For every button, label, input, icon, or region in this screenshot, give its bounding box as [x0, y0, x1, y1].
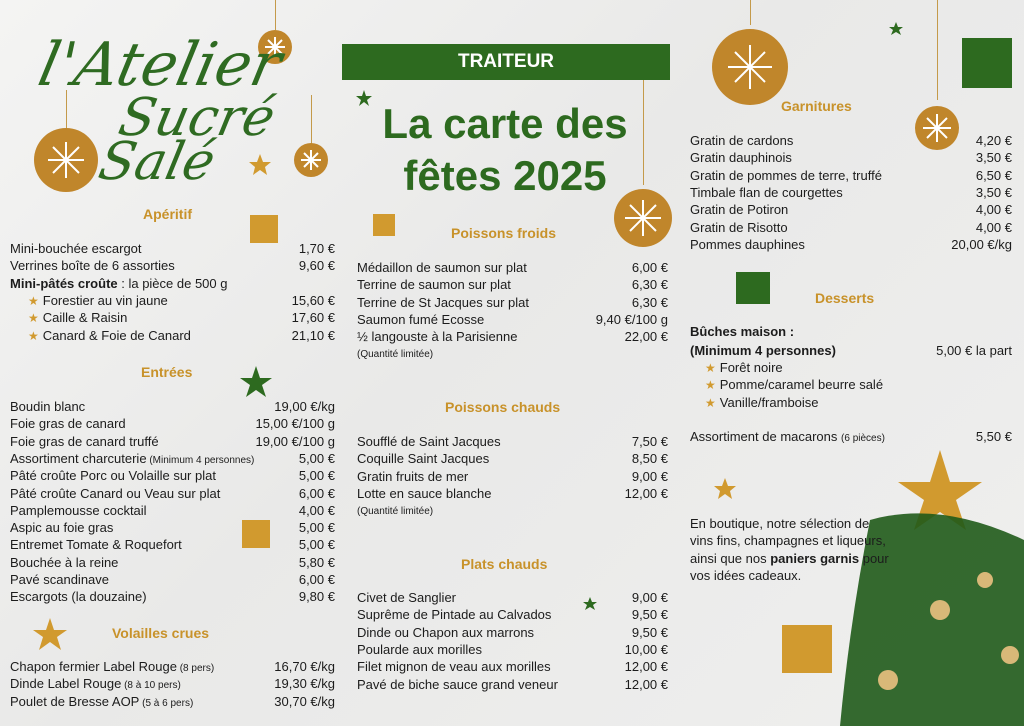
star-icon: ★: [28, 328, 39, 343]
item-price: 19,00 €/100 g: [255, 433, 335, 449]
item-price: 20,00 €/kg: [951, 236, 1012, 252]
item-name: ★ Forêt noire: [705, 360, 783, 375]
item-price: 5,00 €: [298, 537, 335, 553]
item-name: Gratin de Potiron: [690, 202, 789, 218]
macarons-price: 5,50 €: [975, 429, 1012, 444]
item-name: Gratin de Risotto: [690, 219, 788, 235]
item-name: Timbale flan de courgettes: [690, 184, 843, 200]
boutique-text1: En boutique, notre sélection de vins fins, champagnes et liqueurs, ainsi que nos: [690, 516, 886, 566]
item-price: 6,30 €: [631, 294, 668, 310]
item-name: Assortiment charcuterie (Minimum 4 personnes): [10, 450, 255, 466]
item-name: Bouchée à la reine: [10, 554, 119, 570]
item-name: Pâté croûte Canard ou Veau sur plat: [10, 485, 221, 501]
item-name: ★ Pomme/caramel beurre salé: [705, 377, 884, 393]
mini-pates-suffix: : la pièce de 500 g: [117, 276, 228, 291]
item-price: 4,00 €: [298, 502, 335, 518]
star-icon: ★: [705, 395, 716, 410]
item-name: Dinde ou Chapon aux marrons: [357, 624, 535, 640]
logo: [30, 30, 315, 190]
item-price: 16,70 €/kg: [274, 659, 335, 674]
page-title: [345, 98, 665, 202]
item-price: 10,00 €: [624, 641, 668, 657]
item-name: ★ Vanille/framboise: [705, 394, 819, 410]
item-price: 6,00 €: [298, 485, 335, 501]
logo-line2: Sucré: [113, 88, 281, 148]
item-price: 6,00 €: [298, 572, 335, 587]
section-aperitif-title: Apéritif: [143, 206, 192, 222]
item-name: Poularde aux morilles: [357, 641, 483, 657]
item-price: 6,00 €: [631, 260, 668, 275]
item-price: 5,00 €: [298, 520, 335, 536]
traiteur-banner: TRAITEUR: [342, 44, 670, 80]
item-price: 15,60 €: [291, 293, 335, 308]
item-name: ★ Caille & Raisin: [28, 310, 128, 326]
title-line1: La carte des: [382, 100, 628, 147]
boutique-text2: pour vos idées cadeaux.: [690, 550, 889, 583]
item-name: Terrine de St Jacques sur plat: [357, 294, 529, 310]
item-name: Suprême de Pintade au Calvados: [357, 607, 552, 623]
item-name: Gratin dauphinois: [690, 150, 792, 166]
item-name: Poulet de Bresse AOP (5 à 6 pers): [10, 693, 194, 709]
section-volailles-title: Volailles crues: [112, 625, 210, 641]
logo-line3: Salé: [93, 132, 221, 192]
boutique-note: [690, 515, 890, 584]
item-price: 5,00 €: [298, 468, 335, 484]
item-name: Filet mignon de veau aux morilles: [357, 659, 551, 675]
item-price: 9,50 €: [631, 607, 668, 623]
section-entrees-title: Entrées: [141, 364, 193, 380]
item-name: ★ Forestier au vin jaune: [28, 293, 168, 308]
item-name: Foie gras de canard truffé: [10, 433, 159, 449]
item-price: 3,50 €: [975, 184, 1012, 200]
item-price: 19,30 €/kg: [274, 676, 335, 692]
item-name: Aspic au foie gras: [10, 520, 114, 536]
item-name: Gratin de pommes de terre, truffé: [690, 167, 882, 183]
item-name: Foie gras de canard: [10, 416, 126, 432]
item-name: ½ langouste à la Parisienne: [357, 329, 518, 345]
item-price: 4,00 €: [975, 219, 1012, 235]
item-price: 15,00 €/100 g: [255, 416, 335, 432]
item-name: Médaillon de saumon sur plat: [357, 260, 527, 275]
section-plats-chauds-title: Plats chauds: [461, 556, 548, 572]
item-name: Saumon fumé Ecosse: [357, 311, 485, 327]
poissons-chauds-note: (Quantité limitée): [357, 506, 434, 517]
item-note: (5 à 6 pers): [139, 697, 194, 709]
item-price: 12,00 €: [624, 659, 668, 675]
item-name: Gratin fruits de mer: [357, 468, 469, 484]
item-price: 9,80 €: [298, 589, 335, 605]
item-price: 19,00 €/kg: [274, 399, 335, 414]
item-price: 30,70 €/kg: [274, 693, 335, 709]
star-icon: ★: [705, 361, 716, 375]
item-price: 6,50 €: [975, 167, 1012, 183]
item-price: 9,40 €/100 g: [595, 311, 668, 327]
section-poissons-chauds-title: Poissons chauds: [445, 399, 561, 415]
item-name: Coquille Saint Jacques: [357, 451, 490, 467]
item-price: 22,00 €: [624, 329, 668, 345]
mini-pates-label: Mini-pâtés croûte: [10, 276, 118, 291]
buches-price: 5,00 € la part: [936, 343, 1012, 358]
buches-min: (Minimum 4 personnes): [690, 343, 836, 358]
item-price: 17,60 €: [291, 310, 335, 326]
item-name: Escargots (la douzaine): [10, 589, 147, 605]
item-price: 9,00 €: [631, 468, 668, 484]
buches-label: Bûches maison :: [690, 324, 795, 339]
item-name: Pommes dauphines: [690, 236, 805, 252]
item-name: Pâté croûte Porc ou Volaille sur plat: [10, 468, 216, 484]
star-icon: ★: [28, 311, 39, 326]
item-note: (8 pers): [176, 663, 215, 674]
item-name: ★ Canard & Foie de Canard: [28, 327, 191, 343]
item-note: (Minimum 4 personnes): [146, 454, 255, 466]
item-name: Dinde Label Rouge (8 à 10 pers): [10, 676, 181, 692]
poissons-froids-note: (Quantité limitée): [357, 349, 434, 360]
star-icon: ★: [28, 294, 39, 308]
boutique-bold: paniers garnis: [770, 550, 860, 566]
item-price: 3,50 €: [975, 150, 1012, 166]
item-name: Entremet Tomate & Roquefort: [10, 537, 182, 553]
item-price: 9,00 €: [631, 590, 668, 605]
item-name: Terrine de saumon sur plat: [357, 277, 511, 293]
item-note: (8 à 10 pers): [121, 680, 181, 692]
item-price: 6,30 €: [631, 277, 668, 293]
logo-line1: l'Atelier: [32, 30, 288, 100]
item-price: 7,50 €: [631, 434, 668, 449]
item-price: 5,80 €: [298, 554, 335, 570]
star-icon: ★: [705, 378, 716, 393]
item-name: Boudin blanc: [10, 399, 86, 414]
item-name: Verrines boîte de 6 assorties: [10, 258, 175, 274]
item-price: 8,50 €: [631, 451, 668, 467]
title-line2: fêtes 2025: [403, 152, 607, 199]
item-price: 5,00 €: [298, 450, 335, 466]
item-price: 12,00 €: [624, 676, 668, 692]
item-name: Soufflé de Saint Jacques: [357, 434, 501, 449]
section-desserts-title: Desserts: [815, 290, 875, 306]
item-price: 12,00 €: [624, 485, 668, 501]
item-name: Pavé scandinave: [10, 572, 110, 587]
item-price: 9,50 €: [631, 624, 668, 640]
section-poissons-froids-title: Poissons froids: [451, 225, 557, 241]
macarons-name: Assortiment de macarons: [690, 429, 838, 444]
item-price: 9,60 €: [298, 258, 335, 274]
item-name: Pavé de biche sauce grand veneur: [357, 676, 558, 692]
section-garnitures-title: Garnitures: [781, 98, 852, 114]
macarons-note: (6 pièces): [841, 433, 885, 444]
item-price: 21,10 €: [291, 327, 335, 343]
item-name: Chapon fermier Label Rouge (8 pers): [10, 659, 215, 674]
item-price: 1,70 €: [298, 241, 335, 256]
item-price: 4,20 €: [975, 133, 1012, 148]
item-name: Civet de Sanglier: [357, 590, 456, 605]
item-name: Lotte en sauce blanche: [357, 485, 492, 501]
item-name: Pamplemousse cocktail: [10, 502, 147, 518]
item-name: Mini-bouchée escargot: [10, 241, 142, 256]
item-name: Gratin de cardons: [690, 133, 794, 148]
item-price: 4,00 €: [975, 202, 1012, 218]
